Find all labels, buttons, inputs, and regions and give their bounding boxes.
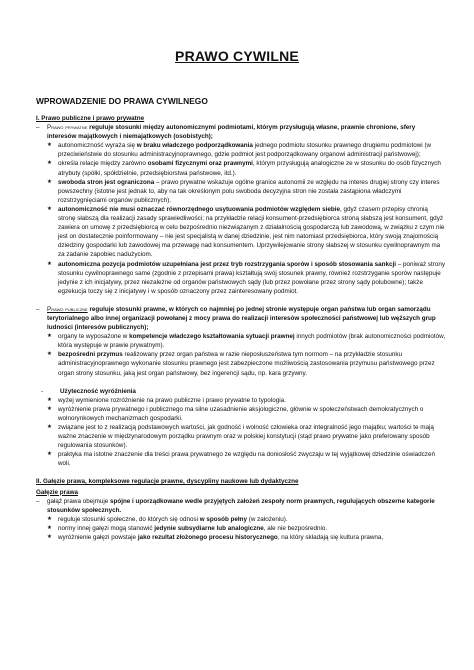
text-run: autonomiczność wyraża się: [58, 142, 137, 150]
bold-text: jako rezultat złożonego procesu historycznego: [137, 534, 278, 542]
private-law-term: Prawo prywatne: [47, 124, 88, 132]
bullet-star-icon: ★: [47, 351, 52, 358]
bold-text: w braku władczego podporządkowania: [136, 142, 253, 150]
dash-marker: –: [36, 305, 40, 313]
utility-heading: Użyteczność wyróżnienia: [60, 387, 136, 395]
bullet-star-icon: ★: [47, 205, 52, 212]
dash-marker: -: [41, 387, 44, 395]
public-law-term: Prawo publiczne: [47, 305, 88, 313]
private-law-text: reguluje stosunki między autonomicznymi podmiotami, którym przysługują własne, prawnie chronione, sfery interesów majątkowych i niemajątkowych (osobistych);: [47, 124, 416, 141]
bold-text: kompetencje władczego kształtowania sytuacji prawnej: [129, 333, 295, 341]
text-run: – prawo prywatne wskazuje ogólne granice autonomii ze względu na interes drugiej strony czy interes powszechny (istotne jest jednak to, aby na tak określonym polu swoboda decyzyjna stron nie została zastąpiona władczymi rozstrzygnięciami organów publicznych).: [58, 178, 440, 204]
bullet-star-icon: ★: [47, 534, 52, 541]
bullet-star-icon: ★: [47, 515, 52, 522]
text-run: , na który składają się kultura prawna,: [277, 534, 384, 542]
document-body: [36, 114, 446, 542]
section-heading-2: II. Gałęzie prawa, kompleksowe regulacje prawne, dyscypliny naukowe lub dydaktyczne: [36, 478, 299, 486]
utility-list: [36, 396, 446, 469]
document-title: PRAWO CYWILNE: [175, 48, 299, 64]
private-law-list: [36, 141, 446, 296]
bullet-star-icon: ★: [47, 451, 52, 458]
dash-marker: –: [36, 124, 40, 132]
bold-text: w sposób pełny: [199, 515, 247, 523]
text-run: realizowany przez organ państwa w razie nieposłuszeństwa tym normom – na przykładzie stosunku administracyjnoprawnego wykonanie stosunku prawnego jest zabezpieczone możliwością zastosowania przymusu państwowego przez organ strony stosunku, jaką jest organ państwowy, bez ingerencji sądu, np. kara grzywny.: [58, 351, 435, 377]
private-law-item: [47, 159, 446, 177]
text-run: – poniważ strony stosunku cywilnoprawnego same (zgodnie z przepisami prawa) kształtują swój stosunek prawny, również rozstrzyganie sporów następuje jedynie z ich inicjatywy, przez niezależne od organów państwowych sądy (lub przez powołane przez strony sądy polubowne); także egzekucja toczy się z inicjatywy i w sposób oznaczony przez zainteresowany podmiot.: [58, 260, 446, 295]
bullet-star-icon: ★: [47, 524, 52, 531]
public-law-item: [47, 332, 446, 350]
branch-definition-text: [47, 498, 435, 514]
public-law-list: [36, 332, 446, 377]
dash-marker: –: [36, 497, 40, 505]
text-run: określa relacje między zarówno: [58, 160, 148, 168]
branch-item: [47, 524, 446, 533]
text-run: , ale nie bezpośrednio.: [263, 524, 328, 532]
bold-text: autonomiczna pozycja podmiotów uzupełniana jest przez tryb rozstrzygania sporów i sposób stosowania sankcji: [58, 260, 396, 268]
bullet-star-icon: ★: [47, 142, 52, 149]
text-run: jednego podmiotu stosunku prawnego drugiemu podmiotowi (w przeciwieństwie do stosunku administracyjnoprawnego, gdzie podmiot jest podporządkowany organowi administracji państwowej);: [58, 142, 432, 159]
branch-item: [47, 533, 446, 542]
text-run: (w założeniu).: [247, 515, 288, 523]
text-run: wyróżnienie gałęzi powstaje: [58, 534, 138, 542]
text-run: , którym przysługują analogiczne ze w stosunku do osób fizycznych atrybuty (spółki, spółdzielnie, przedsiębiorstwa państwowe, itd.).: [58, 160, 441, 177]
text-run: reguluje stosunki społeczne, do których się odnosi: [58, 515, 200, 523]
bold-text: bezpośredni przymus: [58, 351, 123, 359]
private-law-item: [47, 178, 446, 205]
text-run: praktyka ma istotne znaczenie dla treści prawa prywatnego ze względu na doniosłość zwyczaju w tej wyjątkowej dziedzinie oświadczeń woli.: [58, 451, 435, 468]
public-law-text: reguluje stosunki prawne, w których co najmniej po jednej stronie występuje organ państwa lub organ samorządu terytorialnego albo innej organizacji powołanej z mocy prawa do realizacji interesów społeczności państwowej lub węższych grup ludności (interesów publicznych);: [47, 305, 436, 332]
text-run: , gdyż czasem przepisy chronią stronę słabszą dla realizacji zasady sprawiedliwości; na przykładzie relacji konsument-przedsiębiorca stroną słabszą jest konsument, gdyż zawiera on umowę z przedsiębiorcą w celu bezpośrednio niezwiązanym z działalnością gospodarczą lub zawodową, w związku z czym nie jest on dostatecznie poinformowany – nie jest specjalistą w danej dziedzinie, jest nim natomiast przedsiębiorca, który swoją znajomością dziedziny gospodarki lub zawodowej ma przewagę nad konsumentem. Uprzywilejowanie strony słabszej w stosunku cywilnoprawnym ma za zadanie zapobiec nadużyciom.: [58, 205, 445, 259]
bold-text: jedynie subsydiarne lub analogiczne: [154, 524, 264, 532]
bold-text: osobami fizycznymi oraz prawnymi: [147, 160, 253, 168]
bullet-star-icon: ★: [47, 424, 52, 430]
bold-text: swoboda stron jest ograniczona: [58, 178, 155, 186]
text-run: organy te wyposażone w: [58, 333, 130, 341]
bullet-star-icon: ★: [47, 396, 52, 403]
utility-item: [47, 405, 446, 423]
bullet-star-icon: ★: [47, 260, 52, 267]
private-law-item: [47, 205, 446, 260]
utility-item: [47, 396, 446, 405]
bold-text: spójne i uporządkowane wedle przyjętych założeń zespoły norm prawnych, regulujących obszerne kategorie stosunków społecznych.: [47, 497, 435, 514]
document-heading: WPROWADZENIE DO PRAWA CYWILNEGO: [36, 96, 208, 106]
text-run: normy innej gałęzi mogą stanowić: [58, 524, 155, 532]
public-law-item: [47, 350, 446, 377]
bullet-star-icon: ★: [47, 178, 52, 185]
bold-text: autonomiczność nie musi oznaczać równorzędnego usytuowania podmiotów względem siebie: [58, 205, 341, 213]
section-heading-1: I. Prawo publiczne i prawo prywatne: [36, 115, 145, 122]
bullet-star-icon: ★: [47, 160, 52, 167]
branch-definition: [36, 497, 446, 515]
branch-list: [36, 515, 446, 542]
bullet-star-icon: ★: [47, 333, 52, 340]
text-run: wyróżnienie prawa prywatnego i publicznego ma silne uzasadnienie aksjologiczne, głównie w społeczeństwach demokratycznych o wolnorynkowych mechanizmach gospodarki.: [58, 405, 424, 422]
utility-heading-row: [41, 387, 446, 396]
branch-item: [47, 515, 446, 524]
text-run: gałąź prawa obejmuje: [47, 497, 111, 505]
bullet-star-icon: ★: [47, 405, 52, 412]
private-law-item: [47, 141, 446, 159]
private-law-item: [47, 260, 446, 296]
utility-item: [47, 423, 446, 450]
private-law-definition: [36, 123, 446, 141]
text-run: wyżej wymienione rozróżnienie na prawo publiczne i prawo prywatne to typologia.: [58, 396, 286, 404]
utility-item: [47, 450, 446, 468]
text-run: innych podmiotów (brak autonomiczności podmiotów, która występuje w prawie prywatnym).: [58, 333, 446, 350]
public-law-definition: [36, 305, 446, 332]
subsection-heading: Gałęzie prawa: [36, 488, 78, 496]
text-run: związane jest to z realizacją podstawowych wartości, jak godność i wolność człowieka oraz integralność jego majątku; wartości te mają ważne znaczenie w międzynarodowym porządku prawnym oraz w polskiej konstytucji (stąd prawo prywatne jako preferowany sposób regulowania stosunków).: [58, 424, 434, 450]
